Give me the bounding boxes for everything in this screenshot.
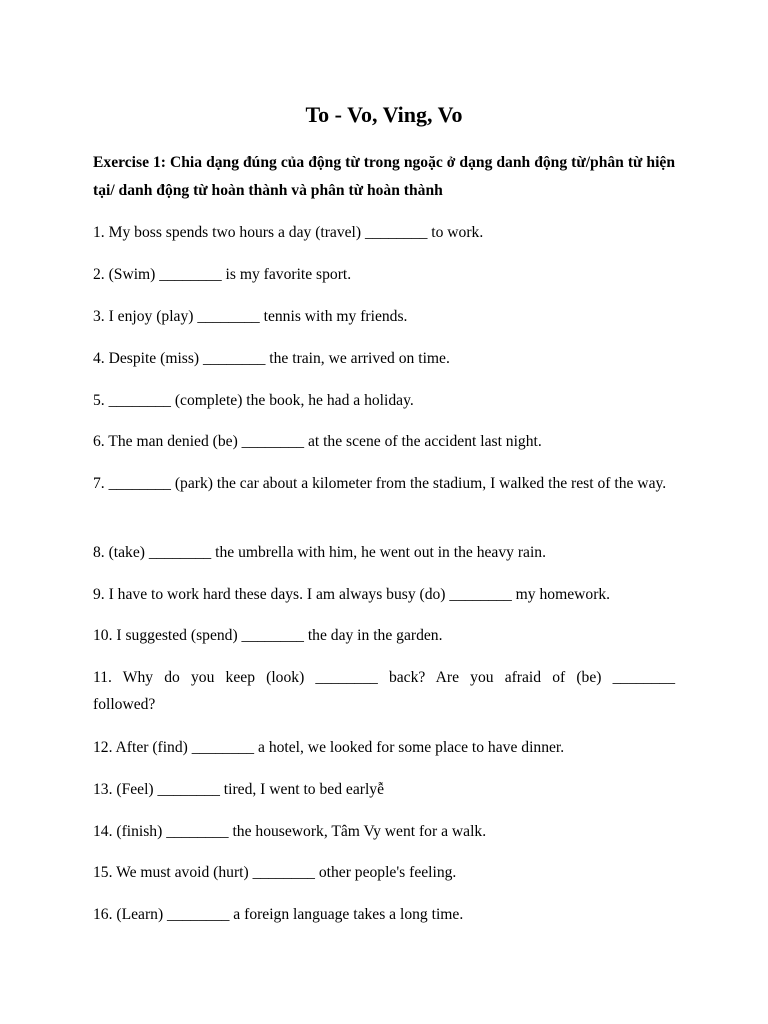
exercise-item-8: 8. (take) ________ the umbrella with him, he went out in the heavy rain. xyxy=(93,544,546,561)
exercise-item-13: 13. (Feel) ________ tired, I went to bed earlyễ xyxy=(93,781,384,798)
exercise-heading: Exercise 1: Chia dạng đúng của động từ trong ngoặc ở dạng danh động từ/phân từ hiện tại/ danh động từ hoàn thành và phân từ hoàn thành xyxy=(93,154,675,199)
exercise-item-4: 4. Despite (miss) ________ the train, we arrived on time. xyxy=(93,350,450,367)
exercise-item-16: 16. (Learn) ________ a foreign language takes a long time. xyxy=(93,906,464,923)
exercise-item-14: 14. (finish) ________ the housework, Tâm Vy went for a walk. xyxy=(93,823,487,840)
exercise-item-1: 1. My boss spends two hours a day (travel) ________ to work. xyxy=(93,224,484,241)
exercise-item-9: 9. I have to work hard these days. I am always busy (do) ________ my homework. xyxy=(93,586,611,603)
exercise-item-6: 6. The man denied (be) ________ at the scene of the accident last night. xyxy=(93,433,542,450)
exercise-item-2: 2. (Swim) ________ is my favorite sport. xyxy=(93,266,352,283)
exercise-item-3: 3. I enjoy (play) ________ tennis with my friends. xyxy=(93,308,408,325)
exercise-item-15: 15. We must avoid (hurt) ________ other people's feeling. xyxy=(93,864,457,881)
exercise-item-10: 10. I suggested (spend) ________ the day in the garden. xyxy=(93,627,443,644)
exercise-item-5: 5. ________ (complete) the book, he had a holiday. xyxy=(93,392,414,409)
exercise-item-11: 11. Why do you keep (look) ________ back? Are you afraid of (be) ________ followed? xyxy=(93,669,675,713)
exercise-item-12: 12. After (find) ________ a hotel, we looked for some place to have dinner. xyxy=(93,739,565,756)
exercise-item-7: 7. ________ (park) the car about a kilometer from the stadium, I walked the rest of the way. xyxy=(93,475,667,492)
document-title: To - Vo, Ving, Vo xyxy=(305,102,463,127)
